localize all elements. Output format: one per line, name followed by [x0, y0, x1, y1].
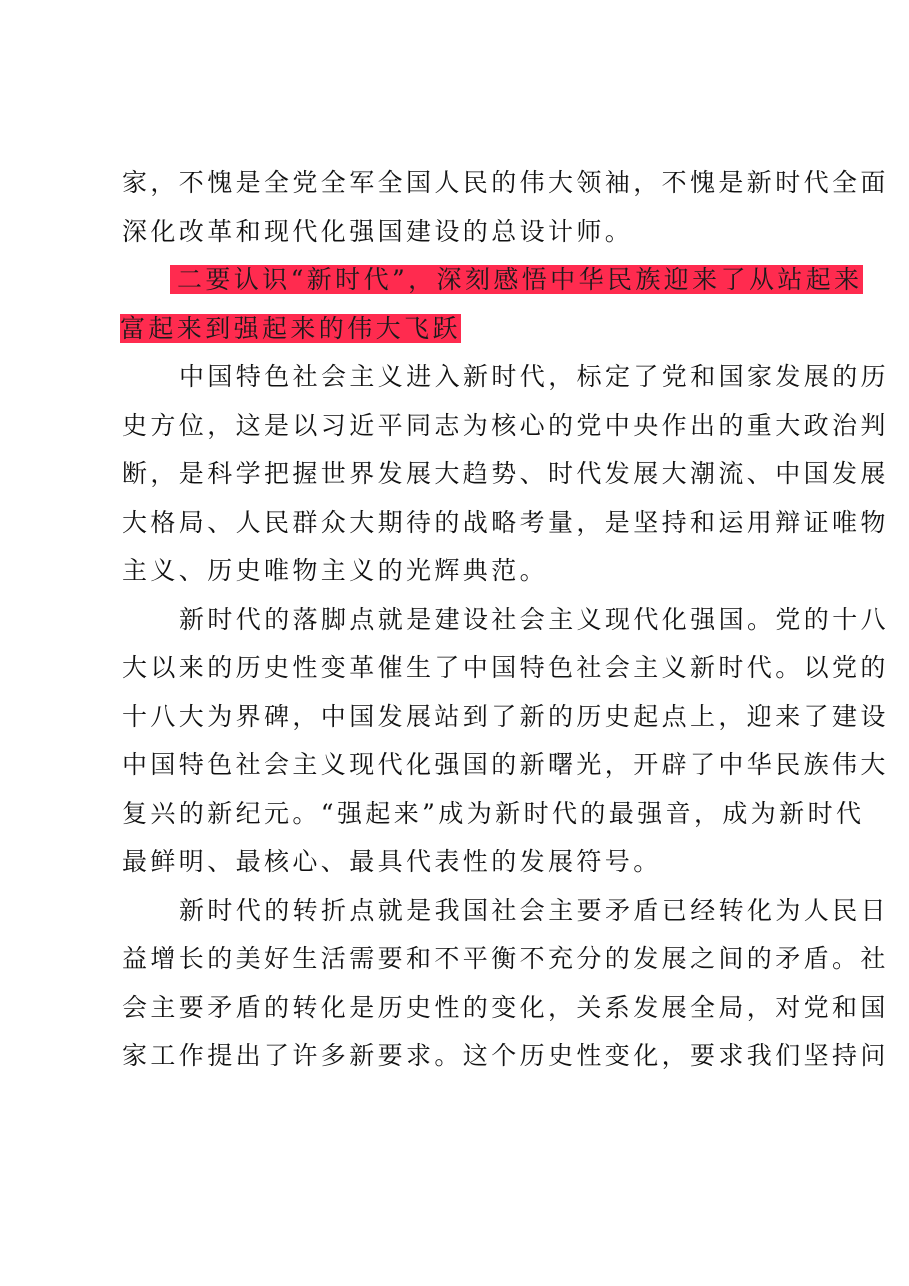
- heading-highlight: 富起来到强起来的伟大飞跃: [120, 313, 461, 343]
- text-line: 大格局、人民群众大期待的战略考量，是坚持和运用辩证唯物: [122, 507, 889, 537]
- text-line: 新时代的落脚点就是建设社会主义现代化强国。党的十八: [179, 604, 890, 634]
- text-line: 大以来的历史性变革催生了中国特色社会主义新时代。以党的: [122, 653, 889, 682]
- heading-line: [120, 256, 863, 305]
- text-line: 主义、历史唯物主义的光辉典范。: [122, 556, 549, 585]
- text-line: 断，是科学把握世界发展大趋势、时代发展大潮流、中国发展: [122, 459, 889, 488]
- paragraph-2: [122, 596, 890, 887]
- text-line: 家，不愧是全党全军全国人民的伟大领袖，不愧是新时代全面: [122, 168, 889, 197]
- text-line: 史方位，这是以习近平同志为核心的党中央作出的重大政治判: [122, 410, 889, 440]
- text-line: 最鲜明、最核心、最具代表性的发展符号。: [122, 847, 662, 876]
- paragraph-intro: [122, 159, 889, 256]
- text-line: 中国特色社会主义进入新时代，标定了党和国家发展的历: [179, 362, 890, 391]
- text-line: 复兴的新纪元。“强起来”成为新时代的最强音，成为新时代: [122, 798, 865, 828]
- text-line: 新时代的转折点就是我国社会主要矛盾已经转化为人民日: [179, 895, 890, 925]
- text-line: 深化改革和现代化强国建设的总设计师。: [122, 216, 634, 246]
- text-line: 十八大为界碑，中国发展站到了新的历史起点上，迎来了建设: [122, 701, 889, 731]
- text-line: 中国特色社会主义现代化强国的新曙光，开辟了中华民族伟大: [122, 750, 889, 779]
- heading-line: [120, 305, 798, 354]
- text-line: 家工作提出了许多新要求。这个历史性变化，要求我们坚持问: [122, 1041, 889, 1070]
- heading-highlight: 二要认识“新时代”，深刻感悟中华民族迎来了从站起来: [170, 265, 863, 294]
- text-line: 会主要矛盾的转化是历史性的变化，关系发展全局，对党和国: [122, 992, 889, 1022]
- paragraph-1: [122, 353, 890, 596]
- document-body: [120, 159, 890, 1081]
- text-line: 益增长的美好生活需要和不平衡不充分的发展之间的矛盾。社: [122, 944, 889, 973]
- section-heading: [120, 256, 863, 353]
- paragraph-3: [122, 887, 890, 1081]
